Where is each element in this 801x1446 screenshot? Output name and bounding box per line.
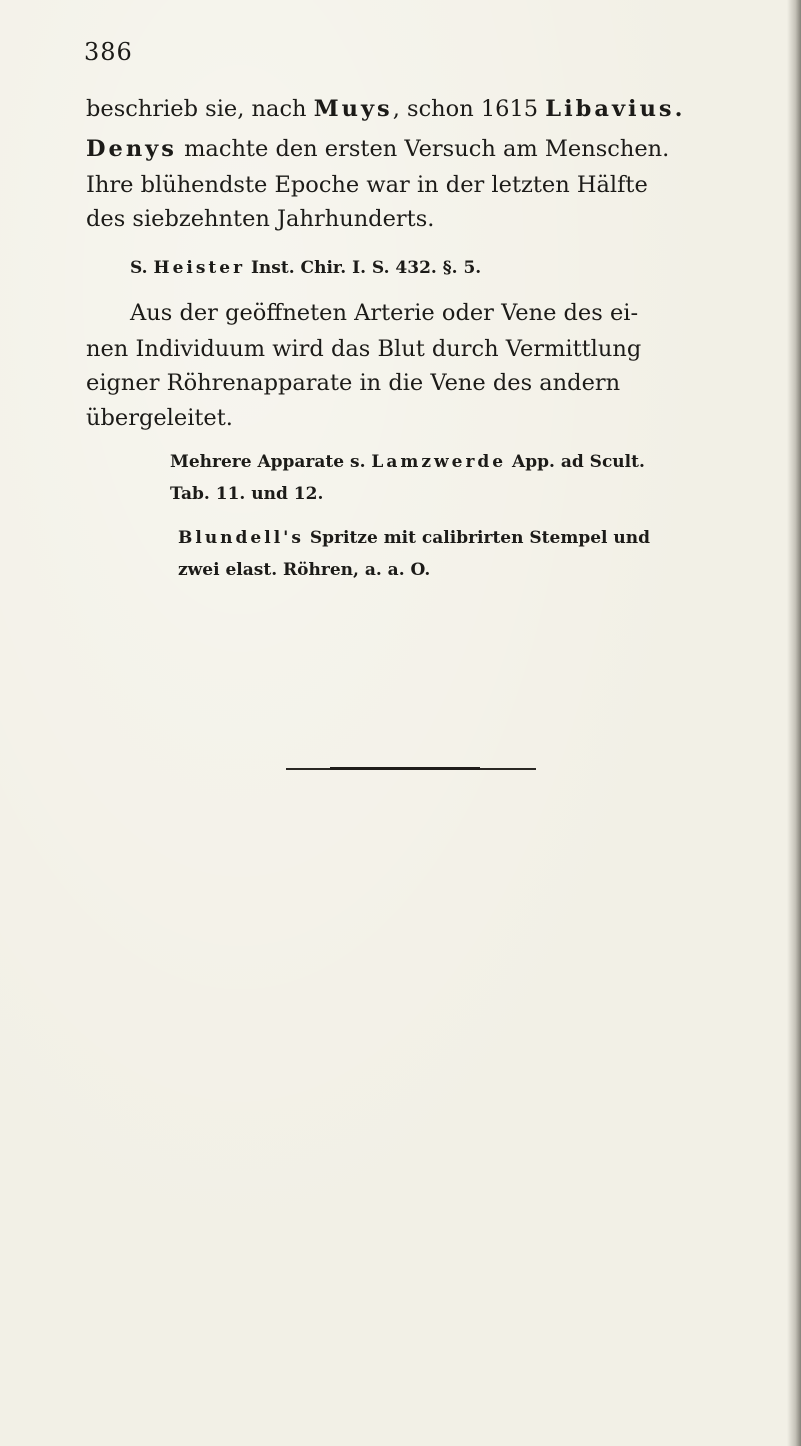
page-edge-shadow	[787, 0, 801, 1446]
reference-blundell-line2: zwei elast. Röhren, a. a. O.	[178, 560, 431, 580]
reference-lamzwerde-line2: Tab. 11. und 12.	[170, 484, 324, 504]
author-name-libavius: Libavius.	[545, 96, 686, 122]
paragraph1-line2	[86, 136, 669, 162]
text-run: machte den ersten Versuch am Menschen.	[176, 136, 670, 162]
author-name-muys: Muys	[313, 96, 393, 122]
reference-blundell-line1	[178, 528, 650, 548]
author-name-blundell: Blundell's	[178, 528, 304, 548]
text-run: App. ad Scult.	[506, 452, 645, 472]
paragraph1-line3: Ihre blühendste Epoche war in der letzten Hälfte	[86, 172, 648, 198]
text-run: Spritze mit calibrirten Stempel und	[303, 528, 651, 548]
section-rule-center	[330, 767, 480, 770]
text-run: , schon 1615	[392, 96, 546, 122]
page-number: 386	[84, 38, 133, 66]
paragraph2-line3: eigner Röhrenapparate in die Vene des andern	[86, 370, 621, 396]
reference-lamzwerde-line1	[170, 452, 645, 472]
text-run: Inst. Chir. I. S. 432. §. 5.	[245, 258, 482, 278]
paragraph2-line4: übergeleitet.	[86, 405, 233, 431]
text-run: Mehrere Apparate s.	[170, 452, 372, 472]
paragraph1-line1	[86, 96, 685, 122]
text-run: S.	[130, 258, 154, 278]
author-name-heister: Heister	[153, 258, 246, 278]
paragraph2-line1: Aus der geöffneten Arterie oder Vene des ei-	[130, 300, 639, 326]
reference-heister	[130, 258, 481, 278]
text-run: beschrieb sie, nach	[86, 96, 314, 122]
paragraph1-line4: des siebzehnten Jahrhunderts.	[86, 206, 435, 232]
author-name-lamzwerde: Lamzwerde	[371, 452, 507, 472]
paragraph2-line2: nen Individuum wird das Blut durch Vermittlung	[86, 336, 642, 362]
author-name-denys: Denys	[86, 136, 177, 162]
